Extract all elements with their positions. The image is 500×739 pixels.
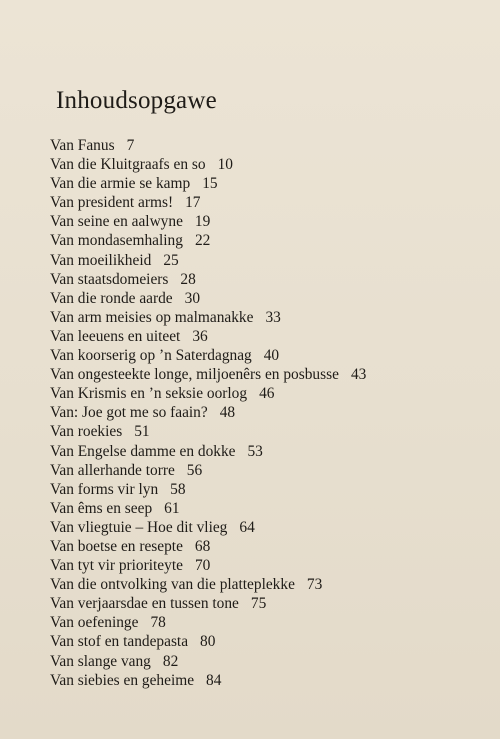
toc-entry-title: Van roekies <box>50 423 123 441</box>
toc-entry <box>50 212 490 231</box>
toc-page-number: 68 <box>194 537 211 555</box>
toc-entry-title: Van tyt vir prioriteyte <box>50 557 183 575</box>
toc-entry-title: Van oefeninge <box>50 614 139 632</box>
toc-entry <box>50 155 490 174</box>
toc-entry-title: Van mondasemhaling <box>50 232 183 250</box>
toc-entry <box>50 231 490 250</box>
toc-entry <box>50 346 490 365</box>
toc-page-number: 70 <box>194 557 211 575</box>
toc-entry-title: Van boetse en resepte <box>50 537 183 555</box>
toc-entry <box>50 327 490 346</box>
toc-entry-title: Van Krismis en ’n seksie oorlog <box>50 385 248 403</box>
toc-entry <box>50 537 490 556</box>
toc-entry-title: Van die Kluitgraafs en so <box>50 156 206 174</box>
toc-entry <box>50 442 490 461</box>
toc-page-number: 75 <box>250 595 267 613</box>
toc-entry-title: Van koorserig op ’n Saterdagnag <box>50 347 252 365</box>
toc-page-number: 53 <box>247 442 263 460</box>
toc-page-number: 36 <box>192 327 208 345</box>
toc-page-number: 51 <box>134 423 150 441</box>
toc-page-number: 28 <box>180 270 196 288</box>
toc-entry <box>50 575 490 594</box>
toc-entry <box>50 365 490 384</box>
toc-page-number: 84 <box>206 671 222 689</box>
toc-entry-title: Van seine en aalwyne <box>50 213 183 231</box>
toc-entry <box>50 136 490 155</box>
toc-entry <box>50 422 490 441</box>
toc-entry-title: Van verjaarsdae en tussen tone <box>50 595 239 613</box>
toc-entry <box>50 461 490 480</box>
toc-entry-title: Van forms vir lyn <box>50 480 159 498</box>
toc-entry <box>50 499 490 518</box>
toc-page-number: 82 <box>162 652 179 670</box>
toc-page-number: 80 <box>200 633 216 651</box>
toc-page-number: 64 <box>239 518 255 536</box>
toc-page-number: 58 <box>170 480 186 498</box>
toc-entry <box>50 403 490 422</box>
toc-entry <box>50 632 490 651</box>
toc-page-number: 10 <box>217 156 233 174</box>
toc-entry-title: Van arm meisies op malmanakke <box>50 308 254 326</box>
toc-page-number: 56 <box>186 461 203 479</box>
toc-entry <box>50 613 490 632</box>
toc-entry-title: Van Fanus <box>50 137 115 154</box>
toc-entry-title: Van president arms! <box>50 194 174 212</box>
toc-page-number: 40 <box>263 347 280 365</box>
toc-entry <box>50 480 490 499</box>
toc-page-number: 19 <box>194 213 211 231</box>
toc-entry-title: Van leeuens en uiteet <box>50 327 181 345</box>
toc-entry-title: Van êms en seep <box>50 499 153 517</box>
toc-entry <box>50 174 490 193</box>
toc-entry <box>50 594 490 613</box>
toc-page-number: 43 <box>350 366 367 384</box>
toc-page-number: 48 <box>219 404 236 422</box>
toc-page-number: 30 <box>184 289 201 307</box>
toc-page-number: 78 <box>150 614 166 632</box>
toc-page-number: 22 <box>194 232 211 250</box>
toc-entry <box>50 384 490 403</box>
toc-entry-title: Van vliegtuie – Hoe dit vlieg <box>50 518 228 536</box>
toc-entry-title: Van siebies en geheime <box>50 671 195 689</box>
toc-entry-title: Van moeilikheid <box>50 251 152 269</box>
toc-entry <box>50 289 490 308</box>
toc-entry-title: Van slange vang <box>50 652 151 670</box>
toc-entry-title: Van: Joe got me so faain? <box>50 404 208 422</box>
toc-entry-title: Van allerhande torre <box>50 461 175 479</box>
toc-entry <box>50 193 490 212</box>
toc-entry <box>50 671 490 690</box>
toc-page-number: 17 <box>185 194 201 212</box>
toc-entry-title: Van Engelse damme en dokke <box>50 442 236 460</box>
toc-entry-title: Van die ronde aarde <box>50 289 173 307</box>
toc-entry <box>50 251 490 270</box>
toc-page-number: 33 <box>265 308 281 326</box>
table-of-contents <box>50 136 490 690</box>
toc-entry <box>50 518 490 537</box>
toc-entry-title: Van die armie se kamp <box>50 175 191 193</box>
toc-entry <box>50 308 490 327</box>
toc-page-number: 73 <box>306 576 323 594</box>
toc-page-number: 25 <box>163 251 179 269</box>
toc-entry <box>50 652 490 671</box>
toc-page-number: 7 <box>126 137 135 154</box>
toc-entry-title: Van ongesteekte longe, miljoenêrs en posbusse <box>50 366 339 384</box>
page-title: Inhoudsopgawe <box>56 86 217 114</box>
toc-entry-title: Van die ontvolking van die platteplekke <box>50 576 295 594</box>
toc-entry <box>50 270 490 289</box>
toc-page-number: 15 <box>202 175 218 193</box>
toc-page-number: 46 <box>259 385 275 403</box>
toc-entry <box>50 556 490 575</box>
toc-page-number: 61 <box>164 499 180 517</box>
toc-entry-title: Van staatsdomeiers <box>50 270 169 288</box>
toc-entry-title: Van stof en tandepasta <box>50 633 189 651</box>
